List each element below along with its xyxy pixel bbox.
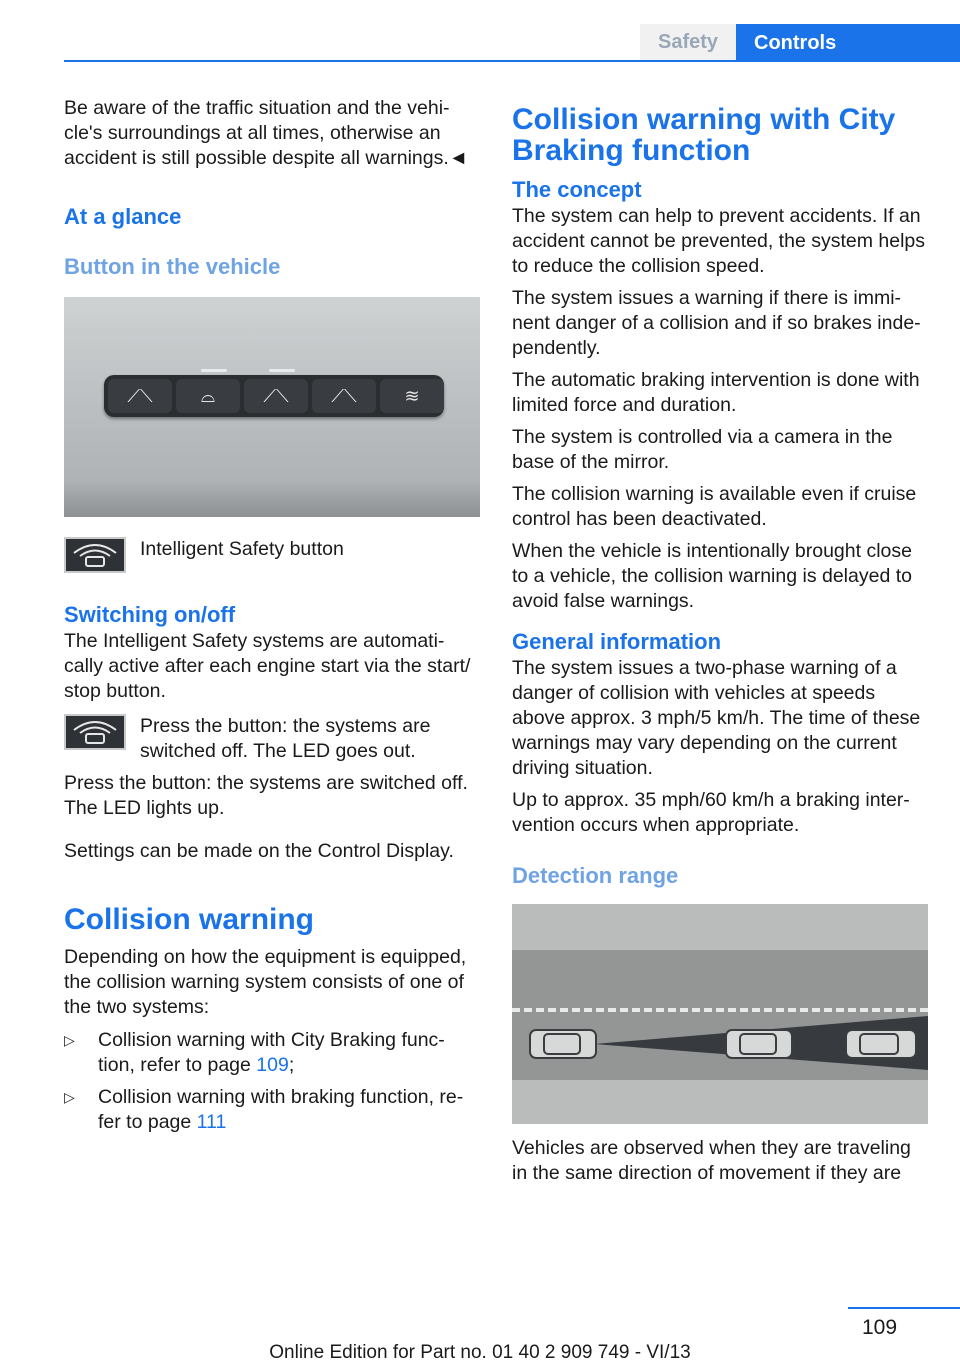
button-strip — [104, 375, 444, 417]
collision-warning-text: Depending on how the equipment is equipped, the collision warning system consists of one of the two systems: — [64, 946, 467, 1018]
switching-heading: Switching on/off — [64, 602, 236, 627]
tab-controls[interactable]: Controls — [736, 24, 960, 62]
led-indicator — [201, 369, 227, 372]
tab-safety[interactable]: Safety — [640, 24, 736, 60]
list-item-text: Collision warning with braking function, re-fer to page — [98, 1086, 464, 1133]
edition-note: Online Edition for Part no. 01 40 2 909 749 - VI/13 — [269, 1342, 691, 1363]
night-vision-button-icon: ≋ — [380, 379, 444, 413]
concept-text-1: The system can help to prevent accidents. If an accident cannot be prevented, the system helps to reduce the collision speed. — [512, 205, 926, 277]
general-text-2: Up to approx. 35 mph/60 km/h a braking inter-vention occurs when appropriate. — [512, 789, 910, 836]
page-number: 109 — [862, 1316, 898, 1339]
page-link-109[interactable]: 109 — [256, 1054, 289, 1076]
general-text-1: The system issues a two-phase warning of a danger of collision with vehicles at speeds above approx. 3 mph/5 km/h. The time of these warnings may vary depending on the current driving situation. — [512, 657, 921, 779]
safety-button-caption: Intelligent Safety button — [140, 538, 344, 560]
concept-text-2: The system issues a warning if there is immi-nent danger of a collision and if so brakes inde-pendently. — [512, 287, 921, 359]
right-column — [512, 104, 928, 1186]
press-text-2: Press the button: the systems are switched off. The LED lights up. — [64, 772, 468, 819]
detection-range-heading: Detection range — [512, 863, 679, 888]
photo-shade — [64, 481, 480, 517]
intro-text: Be aware of the traffic situation and the vehi-cle's surroundings at all times, otherwise an accident is still possible despite all warnings.◄ — [64, 97, 469, 169]
car-arc-icon — [66, 539, 124, 571]
switching-text: The Intelligent Safety systems are automati-cally active after each engine start via the start/ stop button. — [64, 630, 471, 702]
intelligent-safety-icon — [64, 714, 126, 750]
list-item — [64, 1028, 480, 1078]
at-a-glance-heading: At a glance — [64, 204, 182, 229]
side-view-button-icon: ⟋⟍ — [312, 379, 376, 413]
intelligent-safety-icon — [64, 537, 126, 573]
collision-warning-heading: Collision warning — [64, 903, 315, 936]
concept-text-6: When the vehicle is intentionally brought close to a vehicle, the collision warning is delayed to avoid false warnings. — [512, 540, 912, 612]
detection-range-diagram — [512, 904, 928, 1124]
press-text-1: Press the button: the systems are switched off. The LED goes out. — [140, 715, 431, 762]
lane-change-button-icon: ⟋⟍ — [244, 379, 308, 413]
lane-departure-button-icon: ⟋⟍ — [108, 379, 172, 413]
led-indicator — [269, 369, 295, 372]
header-rule — [64, 60, 960, 62]
bullet-triangle-icon: ▷ — [64, 1032, 75, 1048]
page-link-111[interactable]: 111 — [196, 1111, 227, 1133]
settings-text: Settings can be made on the Control Display. — [64, 840, 454, 862]
intelligent-safety-button-icon: ⌓ — [176, 379, 240, 413]
concept-heading: The concept — [512, 177, 642, 202]
safety-button-legend — [64, 537, 480, 573]
concept-text-3: The automatic braking intervention is done with limited force and duration. — [512, 369, 920, 416]
concept-text-4: The system is controlled via a camera in the base of the mirror. — [512, 426, 893, 473]
concept-text-5: The collision warning is available even if cruise control has been deactivated. — [512, 483, 917, 530]
left-column — [64, 96, 480, 1142]
car-arc-icon — [66, 716, 124, 748]
footer-rule — [848, 1307, 960, 1309]
detection-text: Vehicles are observed when they are traveling in the same direction of movement if they are — [512, 1137, 911, 1184]
button-panel-photo — [64, 297, 480, 517]
button-in-vehicle-heading: Button in the vehicle — [64, 254, 281, 279]
list-item-tail: ; — [288, 1054, 295, 1076]
systems-list — [64, 1028, 480, 1135]
general-info-heading: General information — [512, 629, 722, 654]
city-braking-heading: Collision warning with City Braking function — [512, 103, 896, 167]
page-header — [0, 24, 960, 62]
press-instruction — [64, 714, 480, 764]
list-item-text: Collision warning with City Braking func-tion, refer to page — [98, 1029, 445, 1076]
detection-cone — [512, 904, 928, 1124]
bullet-triangle-icon: ▷ — [64, 1089, 75, 1105]
list-item — [64, 1085, 480, 1135]
